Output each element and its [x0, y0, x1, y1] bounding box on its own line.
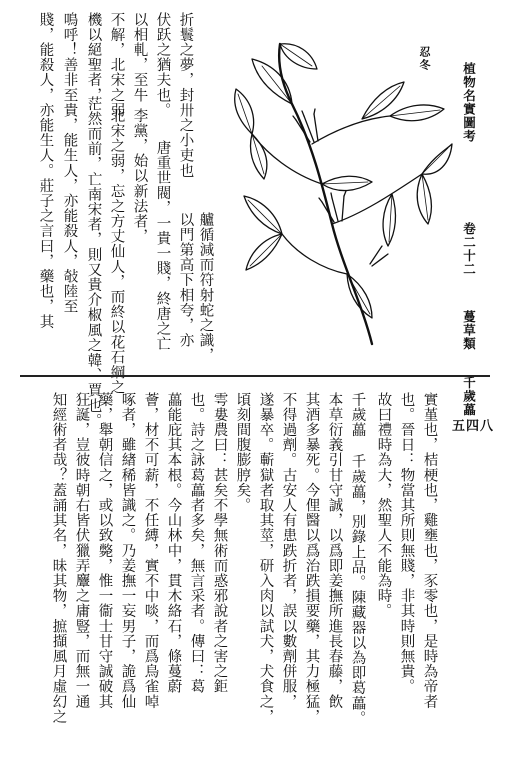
category-label: 蔓草類: [461, 310, 477, 351]
top-column: 折鬟之夢，封卅之小吏也: [177, 12, 194, 179]
bottom-column: 頃刻間腹膨脝矣。: [234, 392, 251, 513]
bottom-column: 本草衍義引甘守誠，以爲即姜撫所進長春藤，飲: [326, 392, 343, 710]
top-column: 北宋之弱，忘之方丈仙人，而終以花石綱之: [108, 108, 125, 395]
entry-heading-column: 千歲藟 千歲藟，別錄上品。陳藏器以為即葛藟。: [349, 392, 366, 726]
volume-label: 卷二十二: [461, 222, 477, 276]
bottom-column: 遂暴卒。蘄獄者取其莖，研入肉以試犬，犬食之，: [257, 392, 274, 725]
top-column: 機以絕聖者，: [85, 12, 102, 103]
bottom-column: 也。晉日：物當其所則無賤，非其時則無貴。: [398, 392, 415, 694]
bottom-column: 藥，舉朝信之，或以致斃，惟一衞士甘守誠破其: [96, 392, 113, 710]
bottom-column: 其酒多暴死。今俚醫以爲治跌損要藥，其力極猛，: [303, 392, 320, 725]
top-column: 以相軋，至牛: [131, 12, 148, 103]
section-divider: [20, 375, 490, 377]
bottom-column: 知經術者哉？蓋誦其名，昧其物，摭擷風月虛幻之: [50, 392, 67, 725]
illustration-label: 忍冬: [418, 46, 431, 72]
top-column: 鳴呼！善非至貴，能生人，亦能殺人，敧陸至: [61, 12, 78, 314]
bottom-column: 雩婁農曰：甚矣不學無術而惑邪說者之害之鉅: [211, 392, 228, 694]
bottom-column: 薈，材不可薪，不任縛，實不中啖，而爲鳥雀啅: [142, 392, 159, 710]
honeysuckle-plant-illustration: [222, 24, 454, 354]
top-column: 賤，能殺人，亦能生人。莊子之言曰，藥也，其: [37, 12, 54, 330]
bottom-column: 故曰禮時為大，然聖人不能為時。: [375, 392, 392, 619]
top-column: 以門第高下相夸，亦: [177, 212, 194, 348]
top-column: 唐重世閥，一貴一賤，終唐之亡: [154, 140, 171, 352]
bottom-column: 藟能庇其本根。今山林中，貫木絡石，條蔓蔚: [165, 392, 182, 694]
top-column: 不解，北宋之弱: [108, 12, 125, 118]
bottom-column: 也。詩之詠葛藟者多矣，無言采者。傳曰：葛: [188, 392, 205, 694]
top-column: 茫然而前，亡南宋者，則又貴介椒風之韓、賈也。: [85, 96, 102, 429]
top-column: 伏跃之猶夫也。: [154, 12, 171, 118]
page-number: 五四八: [452, 419, 495, 434]
book-title: 植物名實圖考: [461, 62, 477, 143]
bottom-column: 實堇也，桔梗也，雞壅也，豕零也，是時為帝者: [421, 392, 438, 710]
bottom-column: 不得過劑。古安人有患跌折者，誤以數劑併服，: [280, 392, 297, 710]
bottom-column: 啄者，雖緖稀皆識之。乃姜撫一妄男子，詭爲仙: [119, 392, 136, 710]
top-column: 艫循減而符射蛇之識，: [197, 212, 214, 363]
top-column: 李黨，始以新法者，: [131, 108, 148, 244]
entry-label: 千歲藟: [461, 376, 477, 417]
bottom-column: 狂誕，豈彼時朝右皆伏獵弄麞之庸豎，而無一通: [73, 392, 90, 710]
